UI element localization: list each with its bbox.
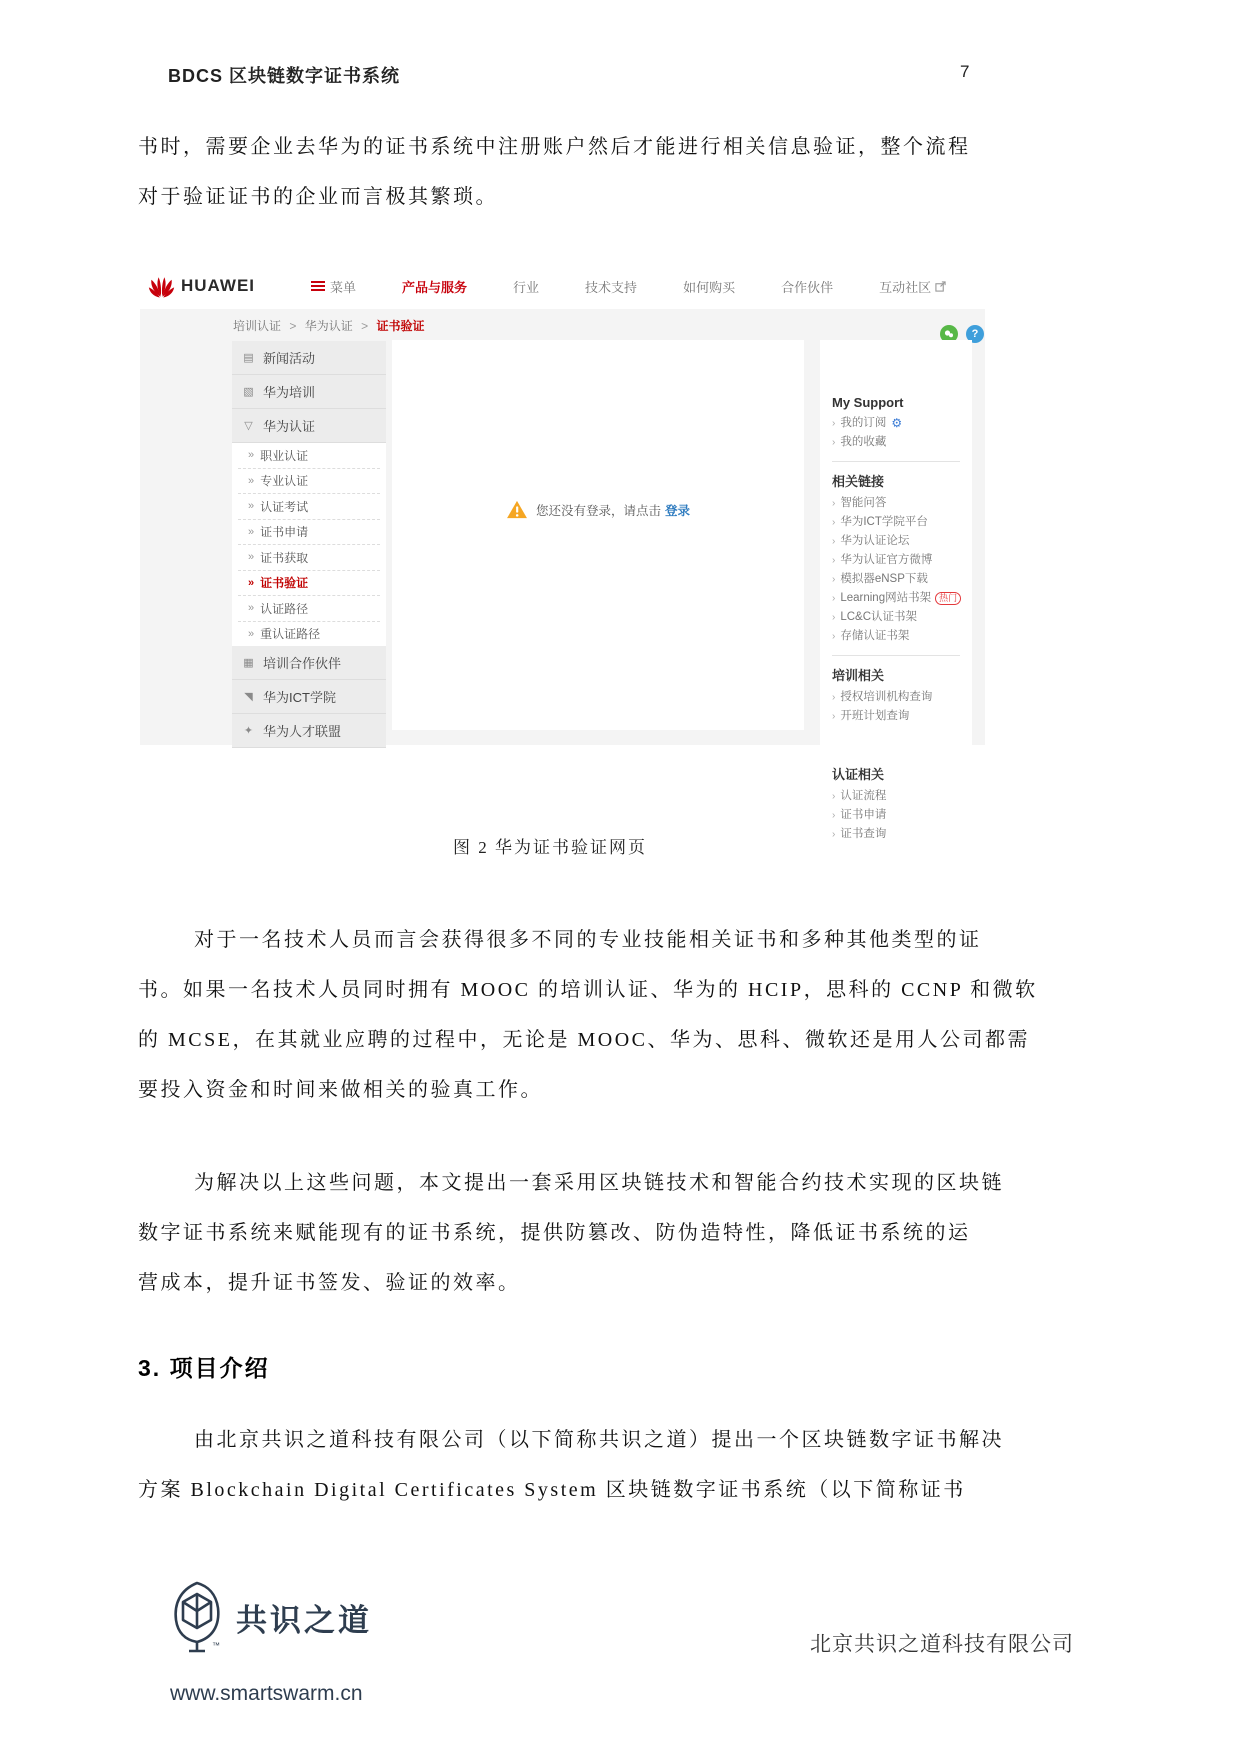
breadcrumb-item[interactable]: 培训认证 [233, 319, 282, 333]
sidebar-item-label: 新闻活动 [263, 351, 316, 366]
chevron-right-icon: › [832, 692, 836, 703]
chevron-right-icon: › [832, 711, 836, 722]
submenu-item-cert-obtain[interactable] [238, 545, 380, 571]
link-label: 证书查询 [840, 828, 887, 840]
paragraph-line: 对于验证证书的企业而言极其繁琐。 [138, 186, 498, 208]
alliance-icon: ✦ [243, 725, 254, 737]
external-link-icon [935, 281, 946, 292]
link-my-favorites[interactable] [832, 433, 972, 452]
huawei-top-nav [140, 263, 985, 309]
warning-icon [506, 500, 528, 519]
link-cert-apply[interactable] [832, 806, 972, 825]
paragraph-1 [138, 122, 1020, 222]
link-label: 我的订阅 [840, 417, 887, 429]
huawei-logo-text: HUAWEI [181, 276, 255, 295]
sidebar-item-news[interactable] [232, 341, 386, 375]
link-label: 我的收藏 [840, 436, 887, 448]
link-ensp-download[interactable] [832, 570, 972, 589]
sidebar-item-label: 华为人才联盟 [263, 724, 342, 739]
doc-header-title: BDCS 区块链数字证书系统 [168, 66, 401, 86]
paragraph-line: 要投入资金和时间来做相关的验真工作。 [138, 1079, 543, 1101]
training-icon: ▧ [243, 386, 254, 398]
submenu-item-label: 证书申请 [260, 525, 309, 540]
page-number: 7 [960, 62, 970, 81]
link-label: 华为ICT学院平台 [840, 516, 928, 528]
chevron-right-icon: › [832, 593, 836, 604]
cert-related-title: 认证相关 [832, 767, 885, 782]
sidebar-item-label: 培训合作伙伴 [263, 656, 342, 671]
sidebar-item-training-partners[interactable] [232, 646, 386, 680]
sidebar-item-label: 华为认证 [263, 419, 316, 434]
link-label: 授权培训机构查询 [840, 691, 933, 703]
link-smart-qa[interactable] [832, 494, 972, 513]
submenu-item-cert-path[interactable] [238, 596, 380, 622]
link-label: LC&C认证书架 [840, 611, 918, 623]
chevron-right-icon: » [248, 602, 255, 615]
submenu-item-recert-path[interactable] [238, 622, 380, 647]
nav-item-how-to-buy[interactable]: 如何购买 [683, 279, 736, 295]
link-label: 模拟器eNSP下载 [840, 573, 928, 585]
chevron-right-icon: » [248, 627, 255, 640]
divider [832, 461, 960, 462]
paragraph-line: 书。如果一名技术人员同时拥有 MOOC 的培训认证、华为的 HCIP，思科的 CCNP 和微软 [138, 979, 1038, 1001]
partners-icon: ▦ [243, 657, 254, 669]
chevron-right-icon: › [832, 418, 836, 429]
figure-caption: 图 2 华为证书验证网页 [453, 838, 647, 857]
chevron-right-icon: › [832, 791, 836, 802]
nav-item-support[interactable]: 技术支持 [585, 279, 638, 295]
breadcrumb-item[interactable]: 华为认证 [304, 319, 353, 333]
certification-icon: ▽ [244, 420, 253, 432]
chevron-right-icon: » [248, 525, 255, 538]
submenu-item-label: 专业认证 [260, 474, 309, 489]
link-label: 华为认证论坛 [840, 535, 910, 547]
hot-badge: 热门 [935, 592, 961, 605]
paragraph-line: 由北京共识之道科技有限公司（以下简称共识之道）提出一个区块链数字证书解决 [194, 1429, 1004, 1451]
related-links-title: 相关链接 [832, 474, 885, 489]
sidebar-item-label: 华为ICT学院 [263, 690, 336, 705]
paragraph-3 [138, 1158, 1020, 1308]
svg-text:™: ™ [212, 1641, 220, 1650]
paragraph-line: 书时，需要企业去华为的证书系统中注册账户然后才能进行相关信息验证，整个流程 [138, 136, 971, 158]
link-authorized-training-query[interactable] [832, 688, 972, 707]
paragraph-line: 对于一名技术人员而言会获得很多不同的专业技能相关证书和多种其他类型的证 [194, 929, 982, 951]
submenu-item-cert-exam[interactable] [238, 494, 380, 520]
link-class-schedule-query[interactable] [832, 707, 972, 726]
chevron-right-icon: › [832, 829, 836, 840]
certification-submenu [232, 443, 386, 646]
company-website-url: www.smartswarm.cn [170, 1682, 363, 1705]
paragraph-line: 数字证书系统来赋能现有的证书系统，提供防篡改、防伪造特性，降低证书系统的运 [138, 1222, 971, 1244]
company-logo [168, 1580, 372, 1654]
submenu-item-label: 认证路径 [260, 601, 309, 616]
paragraph-line: 营成本，提升证书签发、验证的效率。 [138, 1272, 521, 1294]
hamburger-icon [311, 279, 325, 293]
main-content-panel [392, 340, 804, 730]
left-sidebar [232, 341, 386, 748]
company-logo-text: 共识之道 [236, 1602, 372, 1638]
submenu-item-cert-verify-active[interactable] [238, 571, 380, 597]
chevron-right-icon: › [832, 517, 836, 528]
chevron-right-icon: › [832, 574, 836, 585]
chevron-right-icon: » [248, 449, 255, 462]
link-label: 存储认证书架 [840, 630, 910, 642]
academy-icon: ◥ [244, 691, 253, 703]
submenu-item-career-cert[interactable] [238, 443, 380, 469]
huawei-page-body [140, 309, 985, 840]
sidebar-item-ict-academy[interactable] [232, 680, 386, 714]
paragraph-4 [138, 1415, 1020, 1515]
nav-community-label: 互动社区 [879, 279, 932, 295]
huawei-flower-icon [148, 273, 175, 300]
breadcrumb-item-current: 证书验证 [376, 319, 425, 333]
link-label: 证书申请 [840, 809, 887, 821]
nav-item-community[interactable] [879, 277, 946, 296]
sidebar-item-certification[interactable] [232, 409, 386, 443]
login-warning [392, 500, 804, 519]
link-label: 开班计划查询 [840, 710, 910, 722]
training-related-title: 培训相关 [832, 668, 885, 683]
nav-item-partners[interactable]: 合作伙伴 [781, 279, 834, 295]
login-link[interactable]: 登录 [665, 503, 691, 518]
smartswarm-cube-leaf-icon [168, 1580, 226, 1654]
company-full-name: 北京共识之道科技有限公司 [810, 1633, 1074, 1656]
paragraph-line: 的 MCSE，在其就业应聘的过程中，无论是 MOOC、华为、思科、微软还是用人公司都需 [138, 1029, 1030, 1051]
huawei-logo[interactable] [148, 273, 255, 300]
help-icon[interactable]: ? [966, 325, 984, 343]
submenu-item-label: 证书验证 [260, 576, 309, 591]
link-my-subscriptions[interactable] [832, 414, 972, 433]
chevron-right-icon: » [248, 551, 255, 564]
link-learning-bookshelf[interactable] [832, 589, 972, 608]
submenu-item-label: 重认证路径 [260, 627, 321, 642]
breadcrumb-separator: > [289, 319, 297, 333]
news-icon: ▤ [243, 352, 254, 364]
chevron-right-icon: » [248, 474, 255, 487]
chevron-right-icon: › [832, 612, 836, 623]
link-label: 智能问答 [840, 497, 887, 509]
breadcrumb [233, 317, 424, 334]
link-label: 认证流程 [840, 790, 887, 802]
sidebar-item-label: 华为培训 [263, 385, 316, 400]
login-warning-text: 您还没有登录，请点击 [535, 503, 661, 518]
chevron-right-icon: » [248, 576, 255, 589]
chevron-right-icon: › [832, 498, 836, 509]
spacer [832, 726, 972, 758]
right-panel [820, 340, 972, 840]
chevron-right-icon: » [248, 500, 255, 513]
paragraph-line: 为解决以上这些问题，本文提出一套采用区块链技术和智能合约技术实现的区块链 [194, 1172, 1004, 1194]
nav-item-products[interactable]: 产品与服务 [402, 279, 468, 295]
breadcrumb-separator: > [361, 319, 369, 333]
link-cert-weibo[interactable] [832, 551, 972, 570]
chevron-right-icon: › [832, 810, 836, 821]
submenu-item-label: 职业认证 [260, 448, 309, 463]
submenu-item-professional-cert[interactable] [238, 469, 380, 495]
chevron-right-icon: › [832, 631, 836, 642]
link-lcc-bookshelf[interactable] [832, 608, 972, 627]
gear-icon[interactable]: ⚙ [891, 416, 903, 430]
link-storage-bookshelf[interactable] [832, 627, 972, 646]
nav-menu-label: 菜单 [330, 279, 357, 295]
paragraph-line: 方案 Blockchain Digital Certificates System 区块链数字证书系统（以下简称证书 [138, 1479, 966, 1501]
paragraph-2 [138, 915, 1038, 1115]
my-support-title: My Support [832, 395, 904, 410]
chevron-right-icon: › [832, 536, 836, 547]
link-label: 华为认证官方微博 [840, 554, 933, 566]
sidebar-item-training[interactable] [232, 375, 386, 409]
link-cert-process[interactable] [832, 787, 972, 806]
submenu-item-label: 认证考试 [260, 499, 309, 514]
submenu-item-label: 证书获取 [260, 550, 309, 565]
link-cert-forum[interactable] [832, 532, 972, 551]
sidebar-item-talent-alliance[interactable] [232, 714, 386, 748]
nav-item-industry[interactable]: 行业 [513, 279, 540, 295]
chevron-right-icon: › [832, 555, 836, 566]
divider [832, 655, 960, 656]
nav-menu-button[interactable] [311, 277, 356, 296]
link-ict-academy-platform[interactable] [832, 513, 972, 532]
submenu-item-cert-apply[interactable] [238, 520, 380, 546]
link-label: Learning网站书架 [840, 592, 932, 604]
figure-screenshot-huawei-site [140, 263, 985, 840]
chevron-right-icon: › [832, 437, 836, 448]
section-heading: 3. 项目介绍 [138, 1355, 270, 1381]
